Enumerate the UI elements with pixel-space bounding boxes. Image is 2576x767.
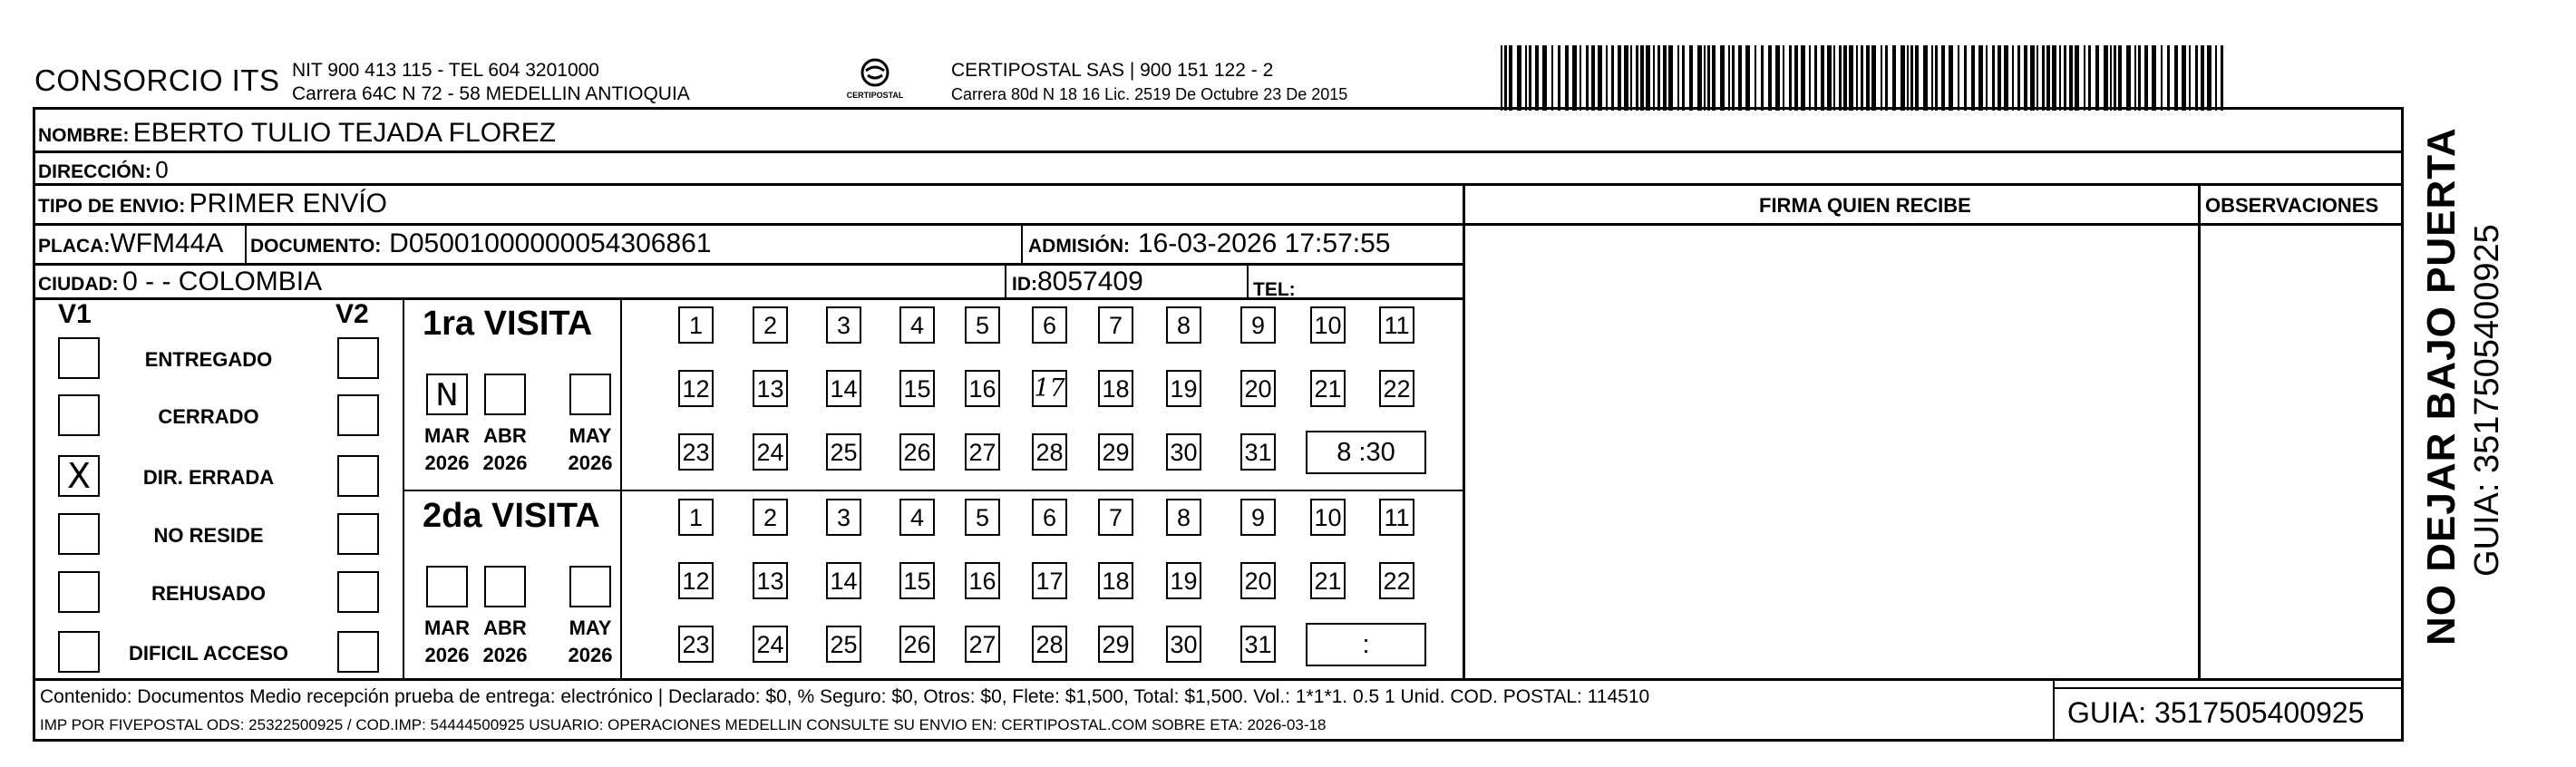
day-box[interactable]: 28: [1032, 433, 1067, 471]
divider: [403, 490, 1463, 491]
barcode-bar: [1768, 45, 1772, 111]
month-checkbox[interactable]: [426, 566, 468, 607]
barcode-bar: [1640, 45, 1644, 111]
barcode-bar: [2104, 45, 2108, 111]
barcode-bar: [1682, 45, 1685, 111]
day-box[interactable]: 31: [1240, 626, 1276, 663]
barcode-bar: [2118, 45, 2122, 111]
placa-label: PLACA:: [38, 236, 111, 257]
barcode-bar: [2095, 45, 2099, 111]
day-box[interactable]: 30: [1166, 433, 1201, 471]
month-label: MAR: [423, 617, 471, 639]
divider: [403, 297, 404, 678]
barcode-bar: [2004, 45, 2008, 111]
barcode-bar: [2030, 45, 2035, 111]
barcode-bar: [1849, 45, 1853, 111]
barcode-bar: [1871, 45, 1876, 111]
year-label: 2026: [482, 644, 528, 666]
documento-value: D05001000000054306861: [389, 228, 712, 258]
barcode-bar: [2144, 45, 2148, 111]
barcode-bar: [2012, 45, 2014, 111]
month-checkbox[interactable]: [569, 374, 611, 415]
barcode-bar: [1509, 45, 1512, 111]
day-box[interactable]: 11: [1379, 306, 1414, 344]
barcode-bar: [2036, 45, 2038, 111]
day-box[interactable]: 1: [678, 306, 714, 344]
barcode-bar: [1998, 45, 2001, 111]
barcode-bar: [1941, 45, 1945, 111]
barcode-bar: [1992, 45, 1995, 111]
barcode-bar: [1935, 45, 1938, 111]
day-box[interactable]: 5: [965, 306, 1000, 344]
barcode-bar: [2110, 45, 2112, 111]
status-option-label: CERRADO: [158, 405, 259, 428]
observaciones-label: OBSERVACIONES: [2205, 194, 2379, 217]
month-label: ABR: [483, 617, 527, 639]
day-box[interactable]: 4: [899, 499, 935, 536]
barcode-bar: [1881, 45, 1882, 111]
day-box[interactable]: 20: [1240, 562, 1276, 599]
barcode-bar: [1712, 45, 1716, 111]
barcode-bar: [1775, 45, 1780, 111]
barcode-bar: [1732, 45, 1735, 111]
barcode-bar: [1618, 45, 1621, 111]
footer-guia: GUIA: 3517505400925: [2067, 696, 2365, 729]
barcode-bar: [1971, 45, 1975, 111]
day-box[interactable]: 16: [965, 562, 1000, 599]
divider: [2198, 183, 2201, 678]
day-box[interactable]: 30: [1166, 626, 1201, 663]
day-box[interactable]: 5: [965, 499, 1000, 536]
barcode-bar: [1821, 45, 1824, 111]
barcode-bar: [1789, 45, 1792, 111]
day-box[interactable]: 6: [1032, 499, 1067, 536]
barcode-bar: [2126, 45, 2131, 111]
barcode-bar: [2064, 45, 2066, 111]
firma-label: FIRMA QUIEN RECIBE: [1759, 194, 1971, 217]
day-box[interactable]: 20: [1240, 370, 1276, 407]
barcode-bar: [1630, 45, 1632, 111]
day-box[interactable]: 8: [1166, 306, 1201, 344]
barcode-bar: [1738, 45, 1742, 111]
second-visit-title: 2da VISITA: [423, 497, 600, 535]
barcode-bar: [1657, 45, 1660, 111]
barcode-bar: [2174, 45, 2178, 111]
barcode-bar: [1915, 45, 1919, 111]
barcode-bar: [1611, 45, 1614, 111]
barcode-bar: [1861, 45, 1863, 111]
divider: [1247, 263, 1249, 297]
day-box[interactable]: 2: [753, 306, 788, 344]
barcode-bar: [1843, 45, 1847, 111]
divider: [2053, 687, 2404, 689]
barcode-bar: [2059, 45, 2061, 111]
day-box[interactable]: 3: [826, 499, 861, 536]
day-box[interactable]: 17: [1032, 562, 1067, 599]
year-label: 2026: [424, 451, 470, 474]
barcode-bar: [1892, 45, 1896, 111]
v1-checkbox[interactable]: [58, 631, 100, 673]
day-box[interactable]: 14: [826, 370, 861, 407]
barcode-bar: [1949, 45, 1953, 111]
status-option-label: DIFICIL ACCESO: [128, 642, 288, 665]
barcode-bar: [1986, 45, 1988, 111]
month-checkbox[interactable]: [569, 566, 611, 607]
divider: [33, 678, 2404, 681]
day-box[interactable]: 10: [1310, 306, 1346, 344]
status-option-label: REHUSADO: [151, 582, 266, 605]
barcode-bar: [1501, 45, 1502, 111]
v2-checkbox[interactable]: [337, 337, 379, 379]
barcode: [1501, 45, 2231, 111]
barcode-bar: [1707, 45, 1710, 111]
direccion-label: DIRECCIÓN:: [38, 161, 151, 182]
day-box[interactable]: 26: [899, 433, 935, 471]
certipostal-logo: [848, 56, 902, 109]
barcode-bar: [2201, 45, 2204, 111]
barcode-bar: [1624, 45, 1628, 111]
barcode-bar: [1755, 45, 1756, 111]
barcode-bar: [1958, 45, 1959, 111]
barcode-bar: [2042, 45, 2045, 111]
month-label: MAR: [423, 424, 471, 447]
barcode-bar: [2221, 45, 2223, 111]
barcode-bar: [1535, 45, 1539, 111]
day-box[interactable]: 10: [1310, 499, 1346, 536]
barcode-bar: [1814, 45, 1817, 111]
nombre-value: EBERTO TULIO TEJADA FLOREZ: [132, 118, 557, 148]
barcode-bar: [1586, 45, 1589, 111]
barcode-bar: [1931, 45, 1933, 111]
day-box[interactable]: 29: [1098, 433, 1133, 471]
side-guia: GUIA: 3517505400925: [2468, 224, 2506, 577]
barcode-bar: [1827, 45, 1832, 111]
day-box[interactable]: 27: [965, 433, 1000, 471]
ciudad-value: 0 - - COLOMBIA: [122, 267, 323, 296]
month-label: MAY: [569, 617, 612, 639]
day-box[interactable]: 24: [753, 626, 788, 663]
footer-imp: IMP POR FIVEPOSTAL ODS: 25322500925 / COD.IMP: 54444500925 USUARIO: OPERACIONES MEDELLIN CONSULTE SU ENVIO EN: CERTIPOSTAL.COM SOBRE ETA: 2026-03-18: [40, 716, 1327, 733]
barcode-bar: [1809, 45, 1811, 111]
day-box[interactable]: 13: [753, 370, 788, 407]
tipo-envio-label: TIPO DE ENVIO:: [38, 196, 186, 217]
v1-checkbox[interactable]: [58, 513, 100, 555]
certipostal-line: CERTIPOSTAL SAS | 900 151 122 - 2: [951, 60, 1274, 81]
day-box[interactable]: 12: [678, 370, 714, 407]
divider: [1463, 183, 1465, 678]
divider: [33, 297, 1463, 300]
day-box[interactable]: 17: [1032, 370, 1067, 407]
barcode-bar: [2182, 45, 2186, 111]
v1-check-mark: X: [66, 456, 92, 496]
nombre-label: NOMBRE:: [38, 125, 130, 146]
barcode-bar: [1866, 45, 1870, 111]
month-checkbox[interactable]: [484, 566, 526, 607]
company-name: CONSORCIO ITS: [34, 63, 280, 97]
certipostal-address: Carrera 80d N 18 16 Lic. 2519 De Octubre 23 De 2015: [951, 85, 1348, 103]
barcode-bar: [1839, 45, 1842, 111]
divider: [2053, 678, 2055, 742]
barcode-bar: [1668, 45, 1673, 111]
status-option-label: NO RESIDE: [153, 524, 264, 547]
barcode-bar: [2152, 45, 2156, 111]
day-box[interactable]: 6: [1032, 306, 1067, 344]
barcode-bar: [2017, 45, 2020, 111]
year-label: 2026: [424, 644, 470, 666]
day-box[interactable]: 9: [1240, 306, 1276, 344]
month-checkbox[interactable]: [426, 374, 468, 415]
day-box[interactable]: 22: [1379, 562, 1414, 599]
barcode-bar: [1856, 45, 1858, 111]
barcode-bar: [1551, 45, 1553, 111]
barcode-bar: [1761, 45, 1764, 111]
barcode-bar: [2215, 45, 2217, 111]
divider: [33, 183, 2404, 186]
barcode-bar: [2069, 45, 2073, 111]
barcode-bar: [1542, 45, 1547, 111]
barcode-bar: [1677, 45, 1679, 111]
logo-caption: CERTIPOSTAL: [846, 91, 904, 100]
month-label: ABR: [483, 424, 527, 447]
status-option-label: DIR. ERRADA: [142, 466, 275, 489]
footer-contenido: Contenido: Documentos Medio recepción prueba de entrega: electrónico | Declarado: $0, % Seguro: $0, Otros: $0, Flete: $1,500, Total: $1,500. Vol.: 1*1*1. 0.5 1 Unid. COD. POSTAL: 114510: [40, 686, 1650, 707]
day-box[interactable]: 18: [1098, 562, 1133, 599]
day-box[interactable]: 7: [1098, 306, 1133, 344]
day-box[interactable]: 25: [826, 626, 861, 663]
ciudad-label: CIUDAD:: [38, 274, 119, 295]
divider: [33, 150, 2404, 153]
barcode-bar: [2195, 45, 2198, 111]
v2-checkbox[interactable]: [337, 455, 379, 497]
day-box[interactable]: 23: [678, 433, 714, 471]
day-box[interactable]: 9: [1240, 499, 1276, 536]
barcode-bar: [1833, 45, 1835, 111]
day-box[interactable]: 1: [678, 499, 714, 536]
barcode-bar: [1697, 45, 1702, 111]
day-box[interactable]: 15: [899, 370, 935, 407]
divider: [33, 223, 2404, 226]
day-box[interactable]: 19: [1166, 370, 1201, 407]
barcode-bar: [2138, 45, 2141, 111]
v1-checkbox[interactable]: [58, 571, 100, 613]
day-box[interactable]: 15: [899, 562, 935, 599]
company-address: Carrera 64C N 72 - 58 MEDELLIN ANTIOQUIA: [292, 83, 690, 104]
barcode-bar: [2046, 45, 2050, 111]
barcode-bar: [1663, 45, 1667, 111]
barcode-bar: [1598, 45, 1602, 111]
day-box[interactable]: 28: [1032, 626, 1067, 663]
day-box[interactable]: 12: [678, 562, 714, 599]
barcode-bar: [2189, 45, 2191, 111]
day-box[interactable]: 23: [678, 626, 714, 663]
barcode-bar: [1885, 45, 1888, 111]
placa-value: WFM44A: [110, 228, 224, 258]
day-box[interactable]: 31: [1240, 433, 1276, 471]
day-box[interactable]: 27: [965, 626, 1000, 663]
barcode-bar: [2114, 45, 2116, 111]
barcode-bar: [1653, 45, 1655, 111]
day-box[interactable]: 21: [1310, 370, 1346, 407]
day-box[interactable]: 2: [753, 499, 788, 536]
barcode-bar: [1525, 45, 1527, 111]
day-box[interactable]: 7: [1098, 499, 1133, 536]
day-box[interactable]: 16: [965, 370, 1000, 407]
barcode-bar: [2161, 45, 2163, 111]
day-box[interactable]: 11: [1379, 499, 1414, 536]
admision-label: ADMISIÓN:: [1028, 236, 1130, 257]
day-box[interactable]: 18: [1098, 370, 1133, 407]
v2-checkbox[interactable]: [337, 394, 379, 436]
barcode-bar: [1923, 45, 1928, 111]
direccion-value: 0: [155, 156, 169, 183]
status-option-label: ENTREGADO: [144, 348, 273, 371]
day-box[interactable]: 24: [753, 433, 788, 471]
barcode-bar: [1728, 45, 1730, 111]
barcode-bar: [1978, 45, 1983, 111]
certipostal-logo-icon: [848, 56, 902, 109]
day-box[interactable]: 25: [826, 433, 861, 471]
barcode-bar: [1720, 45, 1725, 111]
barcode-bar: [1964, 45, 1967, 111]
id-label: ID:: [1012, 274, 1037, 295]
divider: [1021, 223, 1023, 263]
v1-checkbox[interactable]: [58, 337, 100, 379]
barcode-bar: [2207, 45, 2211, 111]
divider: [1005, 263, 1006, 297]
day-box[interactable]: 22: [1379, 370, 1414, 407]
barcode-bar: [2052, 45, 2056, 111]
day-box[interactable]: 19: [1166, 562, 1201, 599]
barcode-bar: [1900, 45, 1905, 111]
barcode-bar: [1907, 45, 1909, 111]
barcode-bar: [2084, 45, 2085, 111]
form-frame: [33, 107, 2404, 742]
month-label: MAY: [569, 424, 612, 447]
v2-checkbox[interactable]: [337, 571, 379, 613]
v1-checkbox[interactable]: [58, 394, 100, 436]
barcode-bar: [1572, 45, 1577, 111]
barcode-bar: [1910, 45, 1913, 111]
v2-checkbox[interactable]: [337, 631, 379, 673]
barcode-bar: [2075, 45, 2079, 111]
v2-checkbox[interactable]: [337, 513, 379, 555]
barcode-bar: [1783, 45, 1784, 111]
barcode-bar: [1504, 45, 1507, 111]
year-label: 2026: [568, 451, 613, 474]
day-box[interactable]: 29: [1098, 626, 1133, 663]
admision-value: 16-03-2026 17:57:55: [1137, 228, 1391, 258]
tel-label: TEL:: [1253, 279, 1296, 300]
divider: [620, 297, 622, 678]
barcode-bar: [1794, 45, 1798, 111]
year-label: 2026: [482, 451, 528, 474]
barcode-bar: [2167, 45, 2170, 111]
barcode-bar: [1689, 45, 1693, 111]
first-visit-title: 1ra VISITA: [423, 305, 593, 343]
day-box[interactable]: 26: [899, 626, 935, 663]
barcode-bar: [2134, 45, 2136, 111]
month-check-mark: N: [435, 377, 459, 413]
day-box[interactable]: 21: [1310, 562, 1346, 599]
year-label: 2026: [568, 644, 613, 666]
day-box[interactable]: 3: [826, 306, 861, 344]
id-value: 8057409: [1037, 267, 1143, 296]
visit-time-box[interactable]: :: [1306, 623, 1426, 666]
barcode-bar: [1636, 45, 1638, 111]
month-checkbox[interactable]: [484, 374, 526, 415]
day-box[interactable]: 14: [826, 562, 861, 599]
barcode-bar: [1591, 45, 1595, 111]
barcode-bar: [2088, 45, 2091, 111]
barcode-bar: [1801, 45, 1805, 111]
barcode-bar: [1565, 45, 1569, 111]
barcode-bar: [1580, 45, 1581, 111]
v1-label: V1: [58, 299, 92, 329]
barcode-bar: [1745, 45, 1750, 111]
day-box[interactable]: 13: [753, 562, 788, 599]
tipo-envio-value: PRIMER ENVÍO: [189, 189, 388, 218]
documento-label: DOCUMENTO:: [250, 236, 382, 257]
day-box[interactable]: 8: [1166, 499, 1201, 536]
barcode-bar: [1704, 45, 1706, 111]
nit-line: NIT 900 413 115 - TEL 604 3201000: [292, 60, 599, 81]
barcode-bar: [2024, 45, 2027, 111]
v2-label: V2: [335, 299, 369, 329]
visit-time-box[interactable]: 8 :30: [1306, 431, 1426, 474]
day-box[interactable]: 4: [899, 306, 935, 344]
barcode-bar: [1646, 45, 1650, 111]
barcode-bar: [1558, 45, 1560, 111]
barcode-bar: [1529, 45, 1531, 111]
barcode-bar: [1606, 45, 1608, 111]
barcode-bar: [1517, 45, 1521, 111]
divider: [245, 223, 247, 263]
side-warning: NO DEJAR BAJO PUERTA: [2419, 127, 2464, 646]
